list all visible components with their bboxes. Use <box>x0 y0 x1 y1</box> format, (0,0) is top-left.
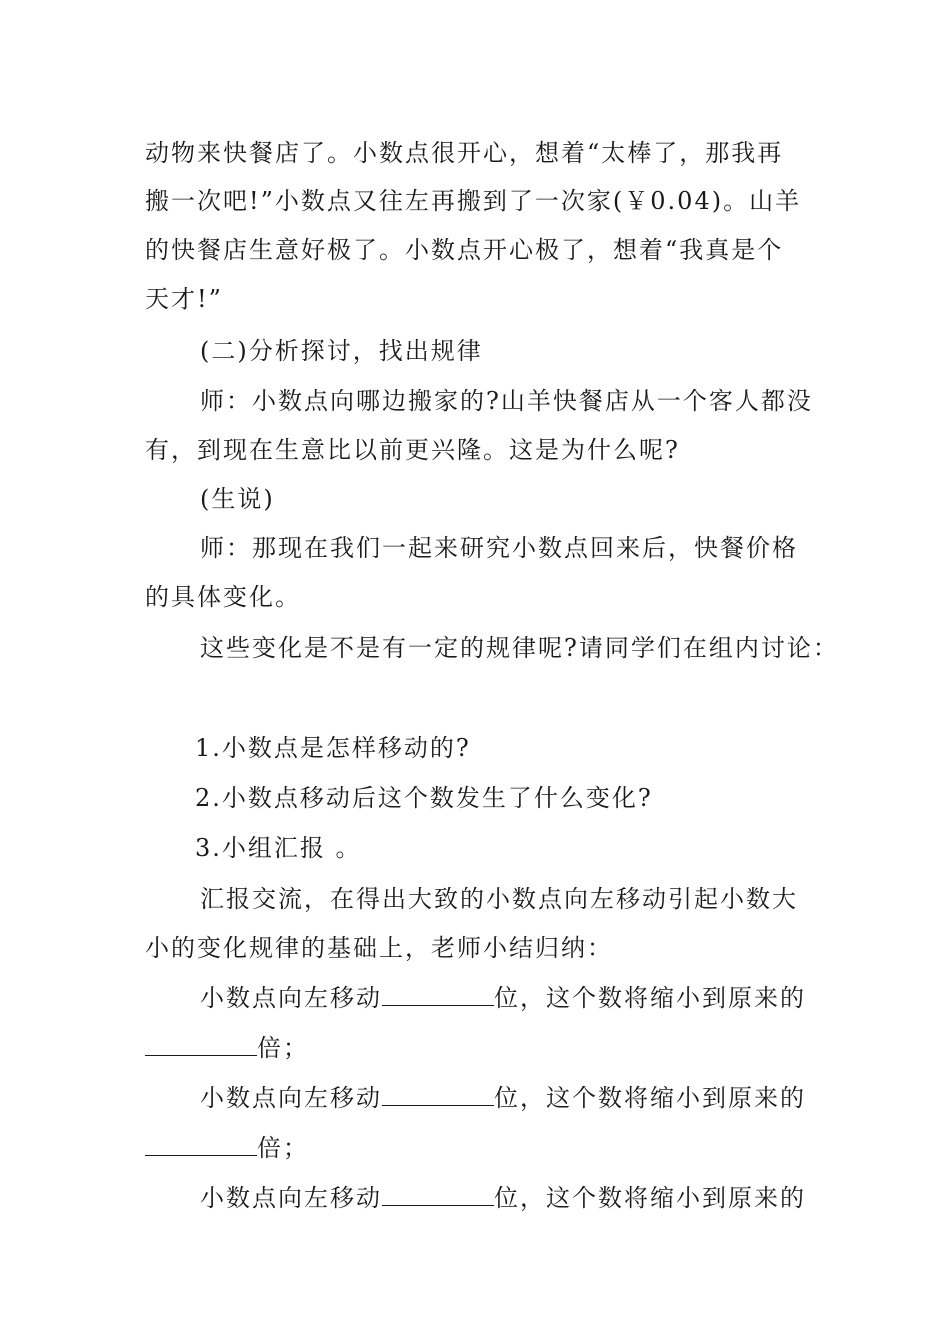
discussion-prompt: 这些变化是不是有一定的规律呢?请同学们在组内讨论： <box>200 634 839 662</box>
rule-middle: 位，这个数将缩小到原来的 <box>494 1084 806 1112</box>
question-2: 2.小数点移动后这个数发生了什么变化? <box>195 784 653 812</box>
rule-suffix: 倍； <box>257 1034 309 1062</box>
question-1: 1.小数点是怎样移动的? <box>195 734 471 762</box>
blank-line <box>145 1033 257 1056</box>
question-3: 3.小组汇报 。 <box>195 834 362 862</box>
report-line-2: 小的变化规律的基础上，老师小结归纳： <box>145 934 613 962</box>
rule-middle: 位，这个数将缩小到原来的 <box>494 1184 806 1212</box>
rule-prefix: 小数点向左移动 <box>200 984 382 1012</box>
rule-middle: 位，这个数将缩小到原来的 <box>494 984 806 1012</box>
teacher-prompt-line-1: 师：那现在我们一起来研究小数点回来后，快餐价格 <box>200 534 798 562</box>
fill-rule-3 <box>200 1183 806 1213</box>
blank-line <box>382 1083 494 1106</box>
rule-prefix: 小数点向左移动 <box>200 1084 382 1112</box>
rule-prefix: 小数点向左移动 <box>200 1184 382 1212</box>
story-line-3: 的快餐店生意好极了。小数点开心极了，想着“我真是个 <box>145 236 784 264</box>
blank-line <box>382 983 494 1006</box>
story-line-4: 天才!” <box>145 285 223 313</box>
section-heading: (二)分析探讨，找出规律 <box>200 337 483 365</box>
rule-suffix: 倍； <box>257 1134 309 1162</box>
fill-rule-2-cont <box>145 1133 309 1163</box>
teacher-question-line-2: 有，到现在生意比以前更兴隆。这是为什么呢? <box>145 436 680 464</box>
fill-rule-1 <box>200 983 806 1013</box>
teacher-prompt-line-2: 的具体变化。 <box>145 583 301 611</box>
story-line-1: 动物来快餐店了。小数点很开心，想着“太棒了，那我再 <box>145 139 784 167</box>
students-respond: (生说) <box>200 485 275 513</box>
blank-line <box>145 1133 257 1156</box>
report-line-1: 汇报交流，在得出大致的小数点向左移动引起小数大 <box>200 885 798 913</box>
story-line-2: 搬一次吧!”小数点又往左再搬到了一次家(￥0.04)。山羊 <box>145 187 802 215</box>
teacher-question-line-1: 师：小数点向哪边搬家的?山羊快餐店从一个客人都没 <box>200 387 813 415</box>
blank-line <box>382 1183 494 1206</box>
fill-rule-2 <box>200 1083 806 1113</box>
fill-rule-1-cont <box>145 1033 309 1063</box>
